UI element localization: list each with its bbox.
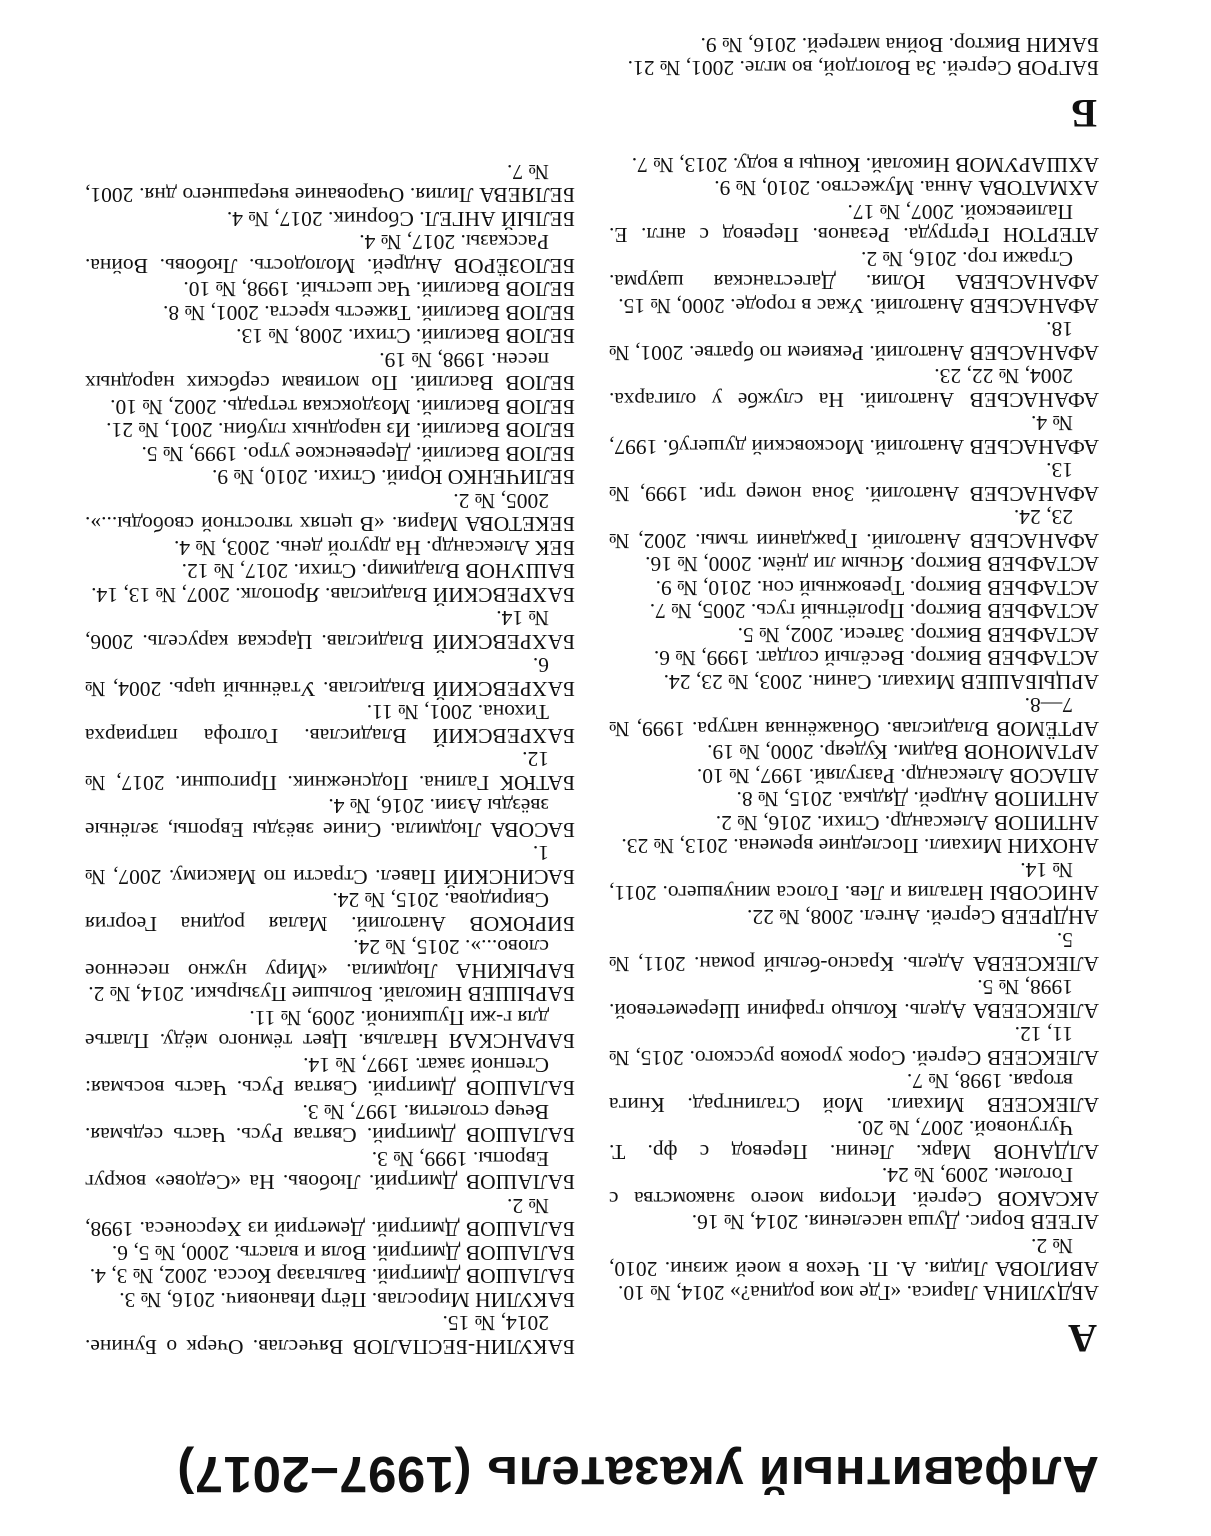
index-entry: АВИЛОВА Лидия. А. П. Чехов в моей жизни. 2010, № 2. xyxy=(609,1234,1099,1282)
index-entry: АЛЕКСЕЕВА Адель. Красно-белый роман. 2011, № 5. xyxy=(609,928,1099,976)
index-entry: АЛЕКСЕЕВ Михаил. Мой Сталинград. Книга вторая. 1998, № 7. xyxy=(609,1069,1099,1117)
index-entry: БАТЮК Галина. Подснежник. Пригошни. 2017, № 12. xyxy=(85,747,575,795)
index-entry: БЕЛОВ Василий. Из народных глубин. 2001, № 21. xyxy=(106,418,575,443)
index-entry: БАРЫШЕВ Николай. Большие Пузырьки. 2014, № 2. xyxy=(88,982,575,1007)
index-entry: АФАНАСЬЕВА Юлия. Дагестанская шаурма. Стражи гор. 2016, № 2. xyxy=(609,247,1099,295)
index-entry: АСТАФЬЕВ Виктор. Весёлый солдат. 1999, № 6. xyxy=(653,646,1099,671)
index-column-left xyxy=(609,33,1099,1359)
index-entry: БЕКЕТОВА Мария. «В цепях тягостной свободы...». 2005, № 2. xyxy=(85,489,575,537)
section-letter: Б xyxy=(1070,91,1097,137)
index-entry: АПАСОВ Александр. Разгуляй. 1997, № 10. xyxy=(696,764,1099,788)
index-entry: БЕЛЫЙ АНГЕЛ. Сборник. 2017, № 4. xyxy=(226,207,575,231)
index-entry: АФАНАСЬЕВ Анатолий. Граждании тьмы. 2002, № 23, 24. xyxy=(609,505,1099,553)
index-entry: БАЛАШОВ Дмитрий. Деметрий из Херсонеса. 1998, № 2. xyxy=(85,1194,575,1242)
index-entry: АБДУЛИНА Лариса. «Где моя родина?» 2014, № 10. xyxy=(618,1281,1099,1305)
index-entry: АНДРЕЕВ Сергей. Ангел. 2008, № 22. xyxy=(747,905,1099,929)
index-entry: АХШАРУМОВ Николай. Концы в воду. 2013, № 7. xyxy=(631,153,1099,177)
index-entry: АРТЁМОВ Владислав. Обнажённая натура. 1999, № 7—8. xyxy=(609,693,1099,741)
index-entry: БАКИН Виктор. Война матерей. 2016, № 9. xyxy=(700,33,1099,57)
index-entry: БАЛАШОВ Дмитрий. Любовь. На «Седове» вокруг Европы. 1999, № 3. xyxy=(85,1147,575,1195)
index-entry: БАХРЕВСКИЙ Владислав. Царская карусель. 2006, № 14. xyxy=(85,606,575,654)
index-entry: БЕЛОВ Василий. Стихи. 2008, № 13. xyxy=(236,324,575,349)
index-entry: БЕЛОВ Василий. Тяжесть креста. 2001, № 8. xyxy=(163,301,575,325)
index-entry: БЕЛЯЕВА Лилия. Очарование вчерашнего дня. 2001, № 7. xyxy=(85,160,575,208)
index-entry: АСТАФЬЕВ Виктор. Ясным ли днём. 2000, № 16. xyxy=(645,552,1099,577)
index-entry: АНТИПОВ Александр. Стихи. 2016, № 2. xyxy=(715,811,1099,835)
index-entry: АСТАФЬЕВ Виктор. Затеси. 2002, № 5. xyxy=(737,623,1099,647)
index-entry: БАХРЕВСКИЙ Владислав. Голгофа патриарха Тихона. 2001, № 11. xyxy=(85,700,575,748)
index-entry: БЕЛОЗЁРОВ Андрей. Молодость. Любовь. Война. Рассказы. 2017, № 4. xyxy=(85,230,575,278)
index-entry: АГЕЕВ Борис. Душа населения. 2014, № 16. xyxy=(691,1210,1099,1235)
index-entry: АНТИПОВ Андрей. Дядька. 2015, № 8. xyxy=(736,787,1099,812)
index-entry: БАКУЛИН Мирослав. Пётр Иванович. 2016, № 3. xyxy=(119,1288,575,1312)
page-title: Алфавитный указатель (1997–2017) xyxy=(176,1446,1099,1503)
index-entry: БАХРЕВСКИЙ Владислав. Ярополк. 2007, № 13, 14. xyxy=(91,583,575,607)
index-entry: АТЕРТОН Гертруда. Резанов. Перевод с англ. Е. Палиевской. 2007, № 17. xyxy=(609,200,1099,248)
index-entry: БАХРЕВСКИЙ Владислав. Утаённый царь. 2004, № 6. xyxy=(85,653,575,701)
index-entry: БЕЛИЧЕНКО Юрий. Стихи. 2010, № 9. xyxy=(212,465,575,490)
index-entry: АХМАТОВА Анна. Мужество. 2010, № 9. xyxy=(714,176,1099,201)
index-entry: БЕЛОВ Василий. По мотивам сербских народных песен. 1998, № 19. xyxy=(85,348,575,396)
index-entry: АРТАМОНОВ Вадим. Кудеяр. 2000, № 19. xyxy=(707,740,1099,765)
index-entry: БЕЛОВ Василий. Час шестый. 1998, № 10. xyxy=(183,277,575,302)
index-entry: АЛЕКСЕЕВА Адель. Кольцо графини Шереметевой. 1998, № 5. xyxy=(609,975,1099,1023)
index-entry: БЕЛОВ Василий. Деревенское утро. 1999, № 5. xyxy=(141,442,575,466)
index-entry: БАЛАШОВ Дмитрий. Святая Русь. Часть восьмая: Степной закат. 1997, № 14. xyxy=(85,1053,575,1101)
index-entry: БАСОВА Людмила. Синие звёзды Европы, зелёные звёзды Азии. 2016, № 4. xyxy=(85,794,575,842)
index-entry: БАСИНСКИЙ Павел. Страсти по Максиму. 2007, № 1. xyxy=(85,841,575,889)
index-entry: БАКУЛИН-БЕСПАЛОВ Вячеслав. Очерк о Бунине. 2014, № 15. xyxy=(85,1311,575,1359)
index-entry: АЛЕКСЕЕВ Сергей. Сорок уроков русского. 2015, № 11, 12. xyxy=(609,1022,1099,1070)
index-entry: БАЛАШОВ Дмитрий. Бальтазар Косса. 2002, № 3, 4. xyxy=(89,1264,575,1289)
index-entry: АНИСОВЫ Наталия и Лев. Голоса минувшего. 2011, № 14. xyxy=(609,858,1099,906)
index-entry: БАРАНСКАЯ Наталья. Цвет тёмного мёду. Платье для г-жи Пушкиной. 2009, № 11. xyxy=(85,1006,575,1054)
index-entry: БЕЛОВ Василий. Моздокская тетрадь. 2002, № 10. xyxy=(110,395,575,419)
index-entry: БАГРОВ Сергей. За Вологдой, во мгле. 2001, № 21. xyxy=(627,56,1099,81)
index-entry: АФАНАСЬЕВ Анатолий. Московский душегуб. 1997, № 4. xyxy=(609,411,1099,459)
index-entry: АСТАФЬЕВ Виктор. Тревожный сон. 2010, № 9. xyxy=(655,576,1099,600)
index-entry: БАРЫКИНА Людмила. «Миру нужно песенное слово...». 2015, № 24. xyxy=(85,935,575,983)
index-entry: БЕК Александр. На другой день. 2003, № 4. xyxy=(173,536,575,560)
index-entry: АСТАФЬЕВ Виктор. Пролётный гусь. 2005, № 7. xyxy=(649,599,1099,624)
index-entry: АНОХИН Михаил. Последние времена. 2013, № 23. xyxy=(621,834,1099,859)
index-entry: АКСАКОВ Сергей. История моего знакомства с Гоголем. 2009, № 24. xyxy=(609,1163,1099,1211)
index-entry: АФАНАСЬЕВ Анатолий. Зона номер три. 1999, № 13. xyxy=(609,458,1099,506)
index-entry: АЛДАНОВ Марк. Ленин. Перевод с фр. Т. Чугуновой. 2007, № 20. xyxy=(609,1116,1099,1164)
index-column-right xyxy=(85,160,575,1359)
index-entry: БИРЮКОВ Анатолий. Малая родина Георгия Свиридова. 2015, № 24. xyxy=(85,888,575,936)
index-entry: АФАНАСЬЕВ Анатолий. На службе у олигарха. 2004, № 22, 23. xyxy=(609,364,1099,412)
index-entry: БАШУНОВ Владимир. Стихи. 2017, № 12. xyxy=(181,559,575,584)
index-entry: АФАНАСЬЕВ Анатолий. Ужас в городе. 2000, № 15. xyxy=(618,294,1099,318)
index-entry: АРЦЫБАШЕВ Михаил. Санин. 2003, № 23, 24. xyxy=(663,670,1099,694)
index-entry: АФАНАСЬЕВ Анатолий. Реквием по братве. 2001, № 18. xyxy=(609,317,1099,365)
index-entry: БАЛАШОВ Дмитрий. Святая Русь. Часть седьмая. Вечер столетия. 1997, № 3. xyxy=(85,1100,575,1148)
index-entry: БАЛАШОВ Дмитрий. Воля и власть. 2000, № 5, 6. xyxy=(111,1241,575,1265)
section-letter: А xyxy=(1068,1316,1097,1361)
